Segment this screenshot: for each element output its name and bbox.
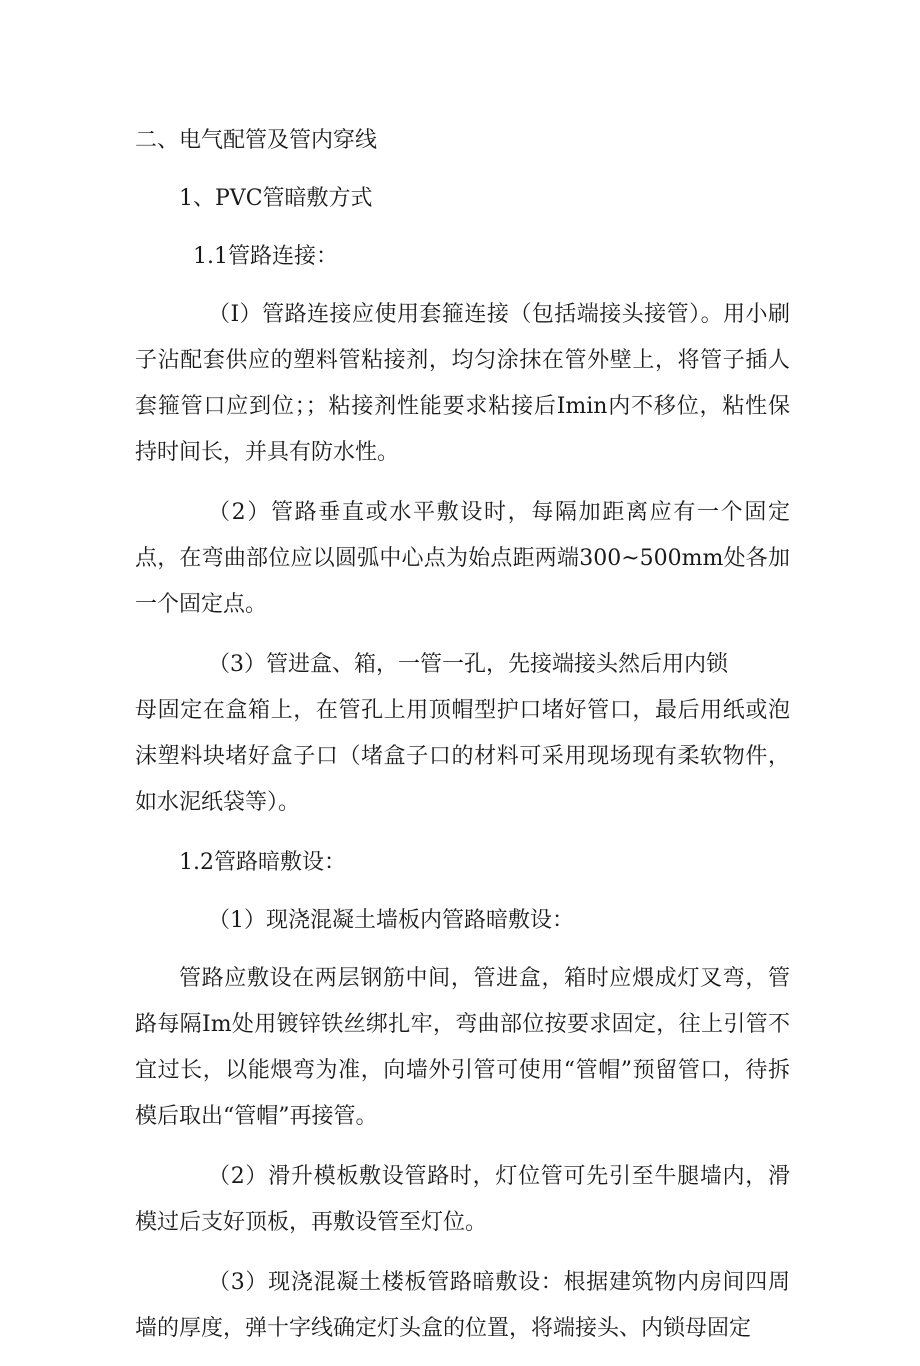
paragraph-fixing-points: （2）管路垂直或水平敷设时，每隔加距离应有一个固定点，在弯曲部位应以圆弧中心点为始点距两端300~500mm处各加一个固定点。 [135,500,790,617]
subsection-title: 1、PVC管暗敷方式 [179,186,373,211]
paragraph-pipe-connection: （I）管路连接应使用套箍连接（包括端接头接管）。用小刷子沾配套供应的塑料管粘接剂，均匀涂抹在管外壁上，将管子插人套箍管口应到位；；粘接剂性能要求粘接后Imin内不移位，粘性保持时间长，并具有防水性。 [135,302,790,465]
paragraph-box-entry-rest: 母固定在盒箱上，在管孔上用顶帽型护口堵好管口，最后用纸或泡沫塑料块堵好盒子口（堵盒子口的材料可采用现场现有柔软物件，如水泥纸袋等）。 [135,698,790,815]
paragraph-heading-wall-concealed: （1）现浇混凝土墙板内管路暗敷设： [208,908,574,933]
document-body [135,118,790,1366]
subsection-heading-1-1: 1.1管路连接： [193,244,338,269]
paragraph-box-entry-line1: （3）管进盒、箱，一管一孔，先接端接头然后用内锁 [208,652,728,677]
paragraph-slip-form: （2）滑升模板敷设管路时，灯位管可先引至牛腿墙内，滑模过后支好顶板，再敷设管至灯位。 [135,1164,790,1235]
subsection-heading-1-2: 1.2管路暗敷设： [179,850,346,875]
section-title: 二、电气配管及管内穿线 [135,128,378,153]
paragraph-wall-concealed: 管路应敷设在两层钢筋中间，管进盒，箱时应煨成灯叉弯，管路每隔Im处用镀锌铁丝绑扎牢，弯曲部位按要求固定，往上引管不宜过长，以能煨弯为准，向墙外引管可使用“管帽”预留管口，待拆模后取出“管帽”再接管。 [135,966,790,1129]
paragraph-floor-slab: （3）现浇混凝土楼板管路暗敷设：根据建筑物内房间四周墙的厚度，弹十字线确定灯头盒的位置，将端接头、内锁母固定 [135,1270,790,1341]
